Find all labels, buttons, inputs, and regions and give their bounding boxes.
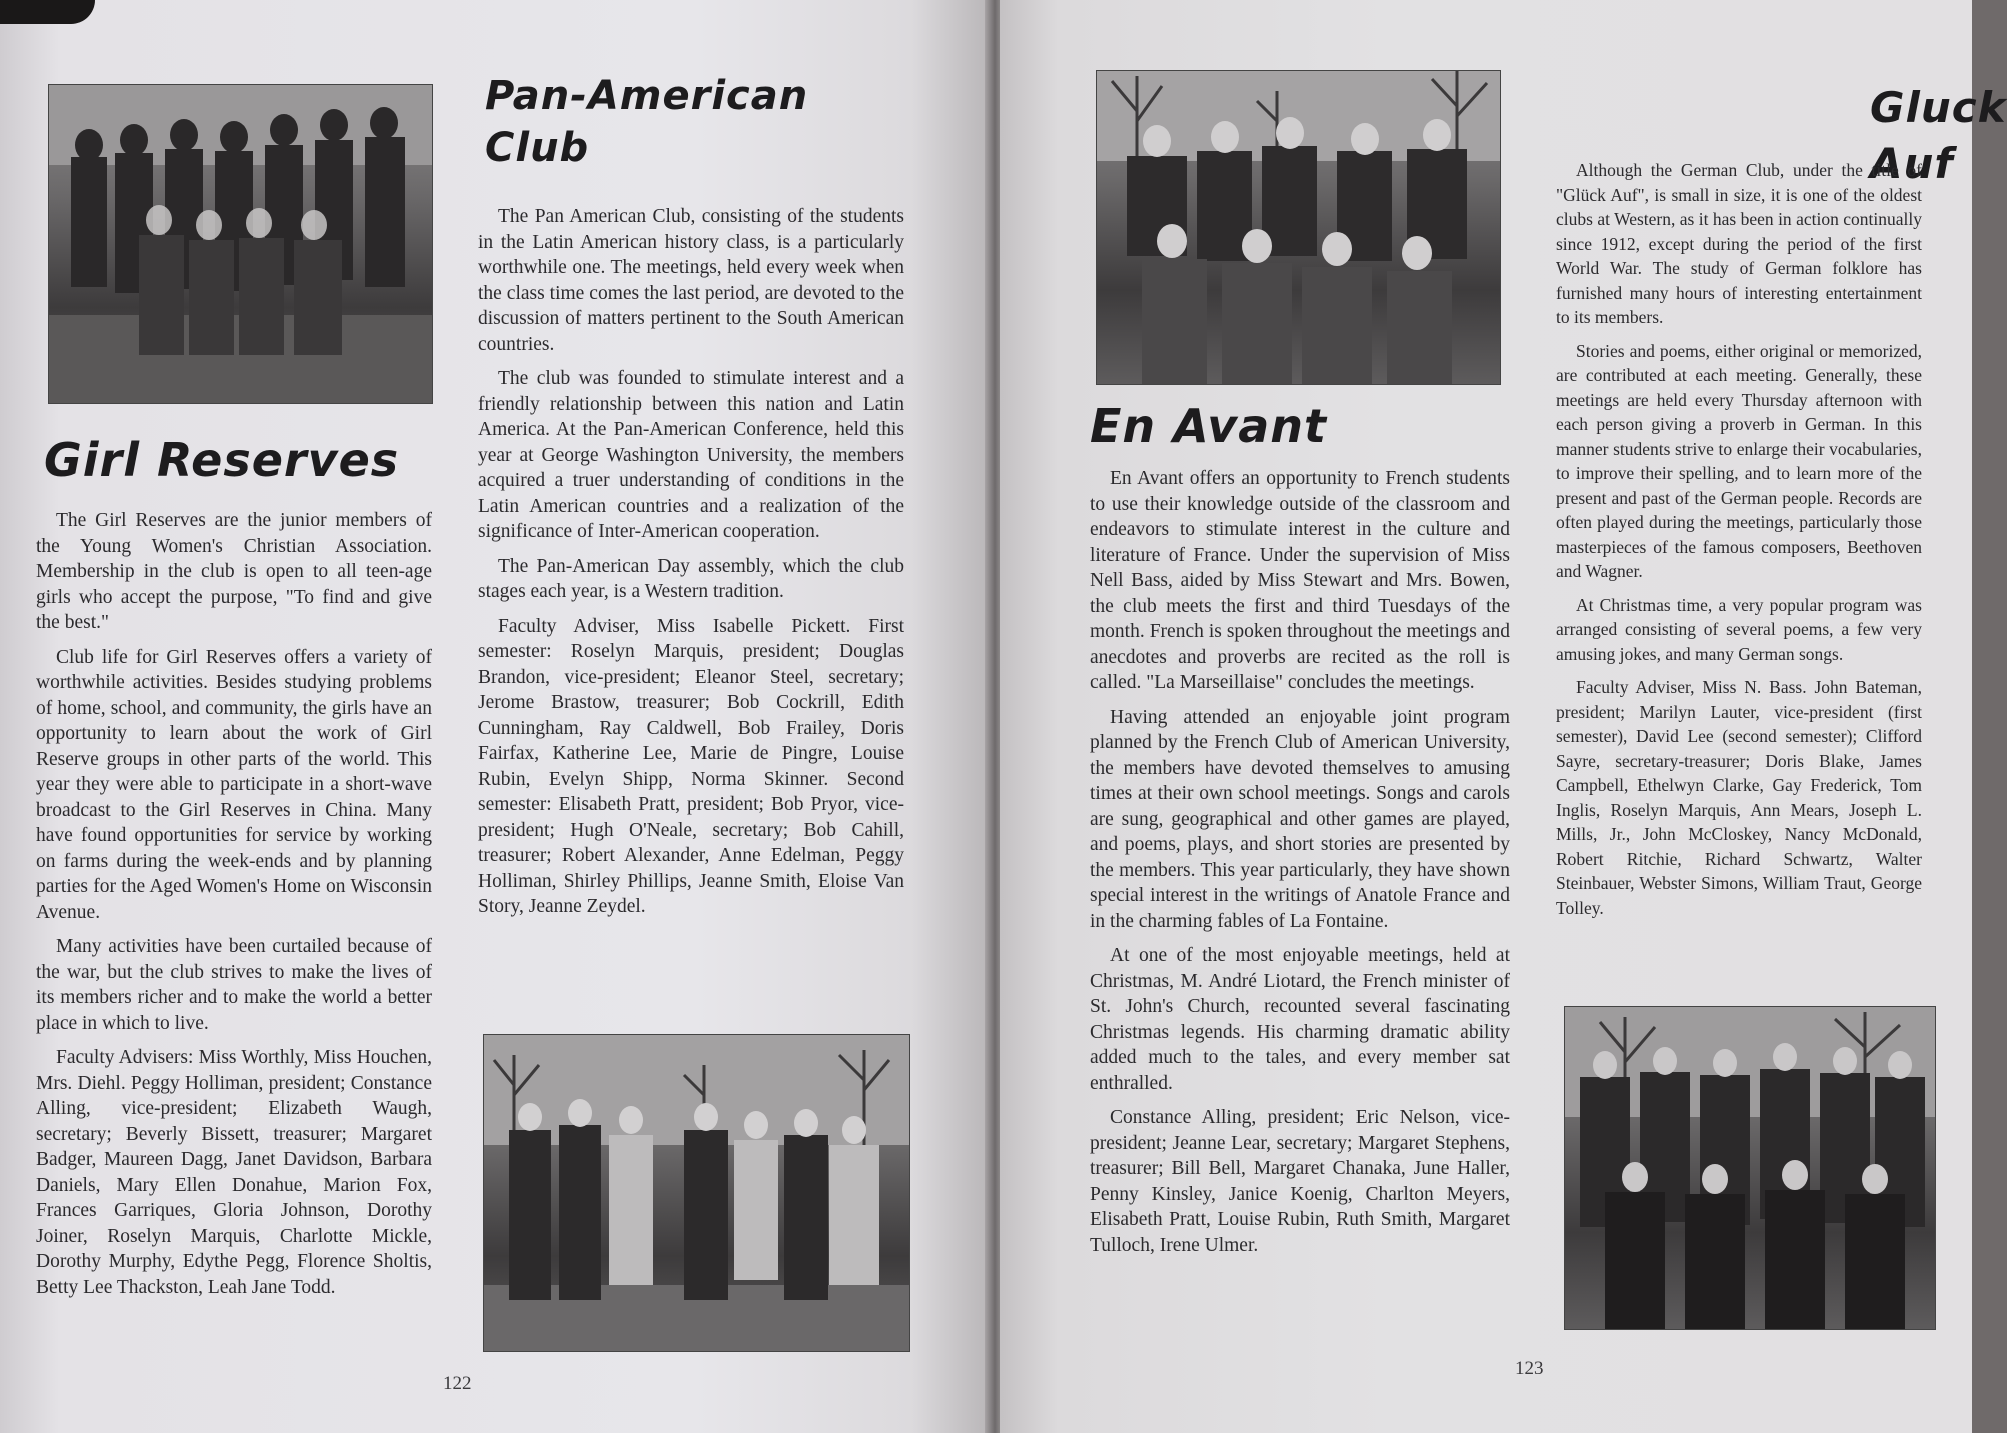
pan-american-paragraph: The club was founded to stimulate interest and a friendly relationship between this nation and Latin America. At the Pan-American Conference, held this year at George Washington University, the members acquired a truer understanding of conditions in the Latin American countries and a realization of the significance of Inter-American cooperation. xyxy=(478,368,904,542)
en-avant-paragraph: At one of the most enjoyable meetings, held at Christmas, M. André Liotard, the French minister of St. John's Church, recounted several fascinating Christmas legends. His charming dramatic ability added much to the tales, and every member sat enthralled. xyxy=(1090,945,1510,1094)
girl-reserves-text xyxy=(36,508,432,1309)
gluck-auf-text xyxy=(1556,158,1922,929)
gluck-auf-paragraph: Stories and poems, either original or memorized, are contributed at each meeting. Generally, these meetings are held every Thursday afternoon with each person giving a proverb in German. In this manner students strive to enlarge their vocabularies, to improve their spelling, and to learn more of the present and past of the German people. Records are often played during the meetings, particularly those masterpieces of the famous composers, Beethoven and Wagner. xyxy=(1556,340,1922,581)
girl-reserves-paragraph: The Girl Reserves are the junior members of the Young Women's Christian Association. Membership in the club is open to all teen-age girls who accept the purpose, "To find and give the best." xyxy=(36,510,432,633)
girl-reserves-title: Girl Reserves xyxy=(44,433,400,487)
girl-reserves-paragraph: Club life for Girl Reserves offers a variety of worthwhile activities. Besides studying problems of home, school, and community, the girls have an opportunity to learn about the work of Girl Reserve groups in other parts of the world. This year they were able to participate in a short-wave broadcast to the Girl Reserves in China. Many have found opportunities for service by working on farms during the week-ends and by planning parties for the Aged Women's Home on Wisconsin Avenue. xyxy=(36,646,432,923)
gluck-auf-paragraph: Although the German Club, under the title of "Glück Auf", is small in size, it is one of the oldest clubs at Western, as it has been in action continually since 1912, except during the period of the first World War. The study of German folklore has furnished many hours of interesting entertainment to its members. xyxy=(1556,160,1922,327)
en-avant-title: En Avant xyxy=(1090,399,1328,453)
pan-american-paragraph: The Pan-American Day assembly, which the club stages each year, is a Western tradition. xyxy=(478,555,904,602)
page-number-right: 123 xyxy=(1515,1358,1544,1379)
en-avant-text xyxy=(1090,466,1510,1267)
gluck-auf-paragraph: At Christmas time, a very popular program was arranged consisting of several poems, a few very amusing jokes, and many German songs. xyxy=(1556,594,1922,664)
gluck-auf-title: Gluck Auf xyxy=(1870,83,2007,188)
en-avant-members: Constance Alling, president; Eric Nelson, vice-president; Jeanne Lear, secretary; Margaret Stephens, treasurer; Bill Bell, Margaret Chanaka, June Haller, Penny Kinsley, Janice Koenig, Charlton Meyers, Elisabeth Pratt, Louise Rubin, Ruth Smith, Margaret Tulloch, Irene Ulmer. xyxy=(1090,1107,1510,1256)
page-number-left: 122 xyxy=(443,1373,472,1394)
pan-american-title-line2: Club xyxy=(485,125,590,171)
pan-american-text xyxy=(478,204,904,929)
girl-reserves-photo xyxy=(48,84,433,404)
pan-american-members: Faculty Adviser, Miss Isabelle Pickett. First semester: Roselyn Marquis, president; Douglas Brandon, vice-president; Eleanor Steel, secretary; Jerome Brastow, treasurer; Bob Cockrill, Edith Cunningham, Ray Caldwell, Bob Frailey, Doris Fairfax, Katherine Lee, Marie de Pingre, Louise Rubin, Evelyn Shipp, Norma Skinner. Second semester: Elisabeth Pratt, president; Bob Pryor, vice-president; Hugh O'Neale, secretary; Bob Cahill, treasurer; Robert Alexander, Anne Edelman, Peggy Holliman, Shirley Phillips, Jeanne Smith, Eloise Van Story, Jeanne Zeydel. xyxy=(478,615,904,917)
en-avant-paragraph: En Avant offers an opportunity to French students to use their knowledge outside of the classroom and endeavors to stimulate interest in the culture and literature of France. Under the supervision of Miss Nell Bass, aided by Miss Stewart and Mrs. Bowen, the club meets the first and third Tuesdays of the month. French is spoken throughout the meetings and anecdotes and proverbs are recited as the roll is called. "La Marseillaise" concludes the meetings. xyxy=(1090,468,1510,693)
pan-american-title xyxy=(485,70,808,174)
pan-american-photo xyxy=(483,1034,910,1352)
en-avant-paragraph: Having attended an enjoyable joint program planned by the French Club of American University, the members have devoted themselves to amusing times at their own school meetings. Songs and carols are sung, geographical and other games are played, and poems, plays, and short stories are presented by the members. This year particularly, they have shown special interest in the writings of Anatole France and in the charming fables of La Fontaine. xyxy=(1090,706,1510,932)
pan-american-title-line1: Pan-American xyxy=(485,73,809,119)
gluck-auf-members: Faculty Adviser, Miss N. Bass. John Bateman, president; Marilyn Lauter, vice-president (first semester), David Lee (second semester); Clifford Sayre, secretary-treasurer; Doris Blake, James Campbell, Ethelwyn Clarke, Gay Frederick, Tom Inglis, Roselyn Marquis, Ann Mears, Joseph L. Mills, Jr., John McCloskey, Nancy McDonald, Robert Ritchie, Richard Schwartz, Walter Steinbauer, Webster Simons, William Traut, George Tolley. xyxy=(1556,677,1922,918)
girl-reserves-paragraph: Many activities have been curtailed because of the war, but the club strives to make the lives of its members richer and to make the world a better place in which to live. xyxy=(36,936,432,1034)
page-corner-shadow xyxy=(0,0,95,24)
girl-reserves-members: Faculty Advisers: Miss Worthly, Miss Houchen, Mrs. Diehl. Peggy Holliman, president; Constance Alling, vice-president; Elizabeth Waugh, secretary; Beverly Bissett, treasurer; Margaret Badger, Maureen Dagg, Janet Davidson, Barbara Daniels, Mary Ellen Donahue, Marion Fox, Frances Garriques, Gloria Johnson, Dorothy Joiner, Roselyn Marquis, Charlotte Mickle, Dorothy Murphy, Edythe Pegg, Florence Sholtis, Betty Lee Thackston, Leah Jane Todd. xyxy=(36,1047,432,1298)
pan-american-paragraph: The Pan American Club, consisting of the students in the Latin American history class, is a particularly worthwhile one. The meetings, held every week when the class time comes the last period, are devoted to the discussion of matters pertinent to the South American countries. xyxy=(478,206,904,355)
en-avant-photo xyxy=(1096,70,1501,385)
left-page xyxy=(0,0,990,1433)
gluck-auf-photo xyxy=(1564,1006,1936,1330)
right-page xyxy=(1000,0,2007,1433)
